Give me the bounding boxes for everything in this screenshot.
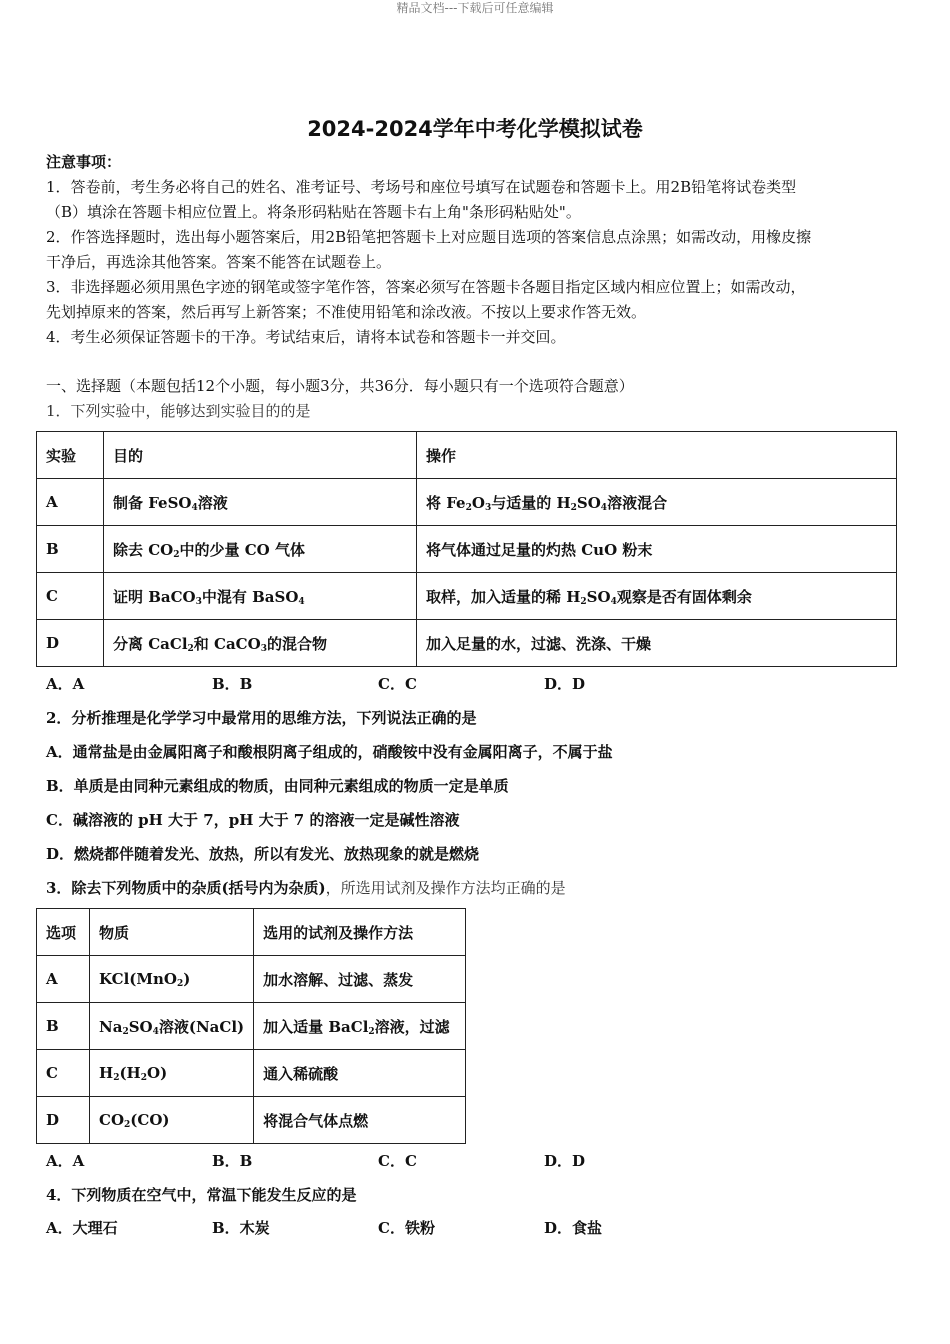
table-row (37, 620, 897, 667)
choice[interactable]: B．B (212, 1152, 253, 1170)
header-watermark: 精品文档---下载后可任意编辑 (396, 1, 554, 15)
notice-line: 3．非选择题必须用黑色字迹的钢笔或签字笔作答，答案必须写在答题卡各题目指定区域内相应位置上；如需改动， (46, 278, 806, 296)
table-header-cell: 选用的试剂及操作方法 (254, 909, 466, 956)
notice-line: （B）填涂在答题卡相应位置上。将条形码粘贴在答题卡右上角"条形码粘贴处"。 (46, 203, 581, 221)
table-row (37, 1097, 466, 1144)
operation-cell: 加入足量的水，过滤、洗涤、干燥 (417, 620, 897, 667)
table-header-cell: 实验 (37, 432, 104, 479)
question-3-stem: 3．除去下列物质中的杂质(括号内为杂质)，所选用试剂及操作方法均正确的是 (46, 879, 566, 897)
question-1-stem: 1．下列实验中，能够达到实验目的的是 (46, 402, 311, 420)
question-2-option[interactable]: B．单质是由同种元素组成的物质，由同种元素组成的物质一定是单质 (46, 777, 509, 795)
row-id: C (37, 573, 104, 620)
row-id: A (37, 956, 90, 1003)
page-title: 2024-2024学年中考化学模拟试卷 (307, 117, 643, 141)
question-4-stem: 4．下列物质在空气中，常温下能发生反应的是 (46, 1186, 357, 1204)
purpose-cell: 制备 FeSO$_4$溶液 (104, 479, 417, 526)
notice-heading: 注意事项： (46, 153, 122, 171)
operation-cell: 将气体通过足量的灼热 CuO 粉末 (417, 526, 897, 573)
question-1-table (36, 431, 897, 667)
purpose-cell: 除去 $CO_2$中的少量 CO 气体 (104, 526, 417, 573)
table-row (37, 573, 897, 620)
choice[interactable]: B．B (212, 675, 253, 693)
table-row (37, 1050, 466, 1097)
table-row (37, 526, 897, 573)
notice-line: 2．作答选择题时，选出每小题答案后，用2B铅笔把答题卡上对应题目选项的答案信息点涂黑；如需改动，用橡皮擦 (46, 228, 812, 246)
purpose-cell: 证明 BaCO$_3$中混有 BaSO$_4$ (104, 573, 417, 620)
row-id: C (37, 1050, 90, 1097)
question-4-choices (46, 1218, 710, 1238)
question-1-choices (46, 674, 710, 694)
section-heading: 一、选择题（本题包括12个小题，每小题3分，共36分．每小题只有一个选项符合题意） (46, 377, 634, 395)
choice[interactable]: D．食盐 (544, 1219, 603, 1237)
operation-cell: 将 $Fe_2O_3$与适量的 $H_2SO_4$溶液混合 (417, 479, 897, 526)
question-2-option[interactable]: C．碱溶液的 pH 大于 7，pH 大于 7 的溶液一定是碱性溶液 (46, 811, 460, 829)
table-header-cell: 选项 (37, 909, 90, 956)
table-row (37, 956, 466, 1003)
choice[interactable]: A．大理石 (46, 1219, 118, 1237)
substance-cell: $CO_2(CO)$ (90, 1097, 254, 1144)
choice[interactable]: B．木炭 (212, 1219, 270, 1237)
table-header-cell: 操作 (417, 432, 897, 479)
notice-line: 先划掉原来的答案，然后再写上新答案；不准使用铅笔和涂改液。不按以上要求作答无效。 (46, 303, 647, 321)
question-2-option[interactable]: D．燃烧都伴随着发光、放热，所以有发光、放热现象的就是燃烧 (46, 845, 480, 863)
choice[interactable]: C．铁粉 (378, 1219, 435, 1237)
substance-cell: $Na_2SO_4$溶液(NaCl) (90, 1003, 254, 1050)
method-cell: 加水溶解、过滤、蒸发 (254, 956, 466, 1003)
choice[interactable]: D．D (544, 1152, 586, 1170)
substance-cell: KCl(MnO$_2$) (90, 956, 254, 1003)
table-header-cell: 物质 (90, 909, 254, 956)
notice-line: 4．考生必须保证答题卡的干净。考试结束后，请将本试卷和答题卡一并交回。 (46, 328, 566, 346)
method-cell: 将混合气体点燃 (254, 1097, 466, 1144)
row-id: A (37, 479, 104, 526)
choice[interactable]: A．A (46, 1152, 85, 1170)
row-id: B (37, 1003, 90, 1050)
choice[interactable]: D．D (544, 675, 586, 693)
operation-cell: 取样，加入适量的稀 $H_2SO_4$观察是否有固体剩余 (417, 573, 897, 620)
table-row (37, 479, 897, 526)
question-2-stem: 2．分析推理是化学学习中最常用的思维方法，下列说法正确的是 (46, 709, 477, 727)
method-cell: 加入适量 BaCl$_2$溶液，过滤 (254, 1003, 466, 1050)
choice[interactable]: C．C (378, 675, 417, 693)
row-id: B (37, 526, 104, 573)
notice-line: 干净后，再选涂其他答案。答案不能答在试题卷上。 (46, 253, 392, 271)
notice-line: 1．答卷前，考生务必将自己的姓名、准考证号、考场号和座位号填写在试题卷和答题卡上。用2B铅笔将试卷类型 (46, 178, 797, 196)
purpose-cell: 分离 CaCl$_2$和 CaCO$_3$的混合物 (104, 620, 417, 667)
question-3-choices (46, 1151, 710, 1171)
table-header-row (37, 432, 897, 479)
question-3-table (36, 908, 466, 1144)
row-id: D (37, 620, 104, 667)
method-cell: 通入稀硫酸 (254, 1050, 466, 1097)
choice[interactable]: A．A (46, 675, 85, 693)
table-header-cell: 目的 (104, 432, 417, 479)
substance-cell: $H_2(H_2O)$ (90, 1050, 254, 1097)
row-id: D (37, 1097, 90, 1144)
table-row (37, 1003, 466, 1050)
table-header-row (37, 909, 466, 956)
choice[interactable]: C．C (378, 1152, 417, 1170)
question-2-option[interactable]: A．通常盐是由金属阳离子和酸根阴离子组成的，硝酸铵中没有金属阳离子，不属于盐 (46, 743, 613, 761)
